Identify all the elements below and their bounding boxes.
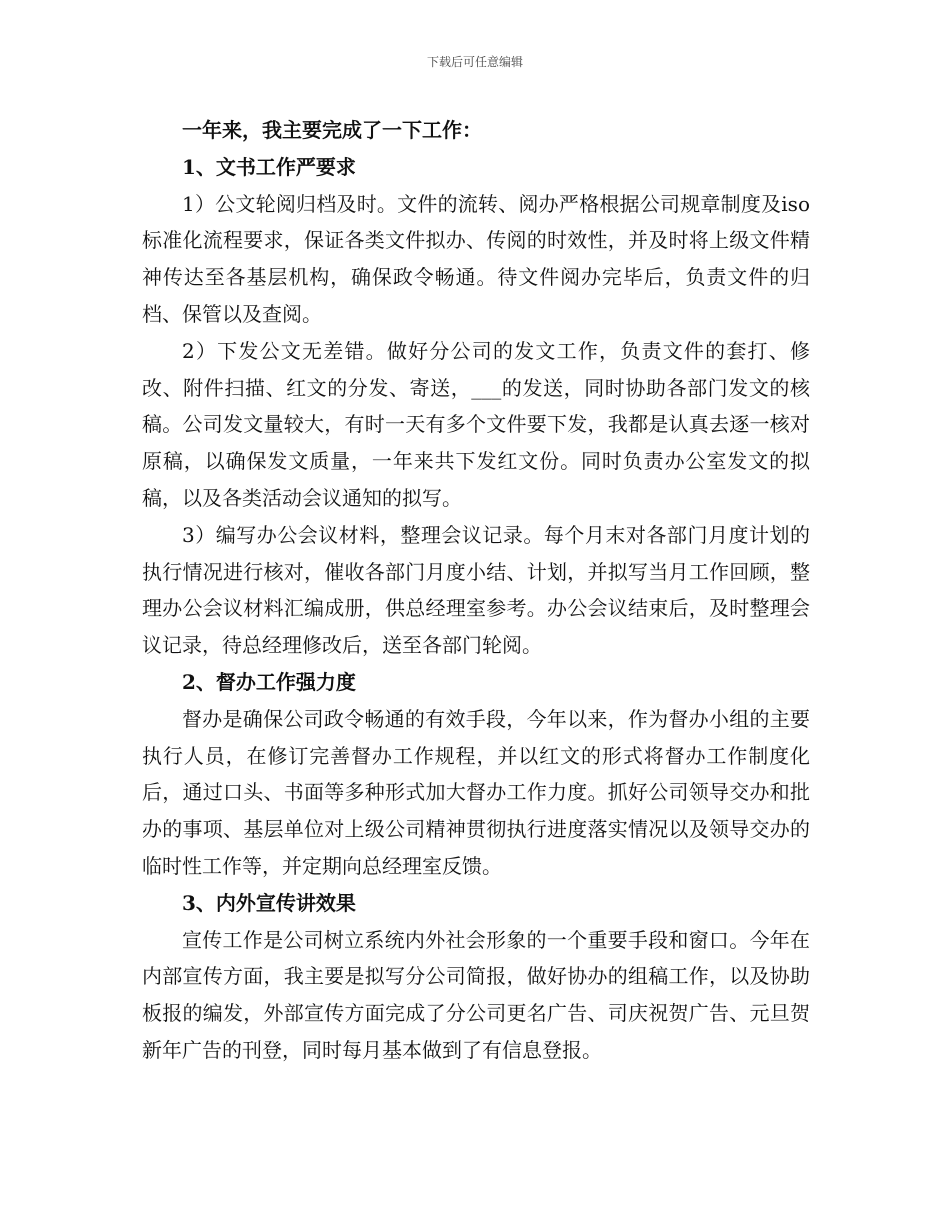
section-1-paragraph-2: 2）下发公文无差错。做好分公司的发文工作，负责文件的套打、修改、附件扫描、红文的分发、寄送，___的发送，同时协助各部门发文的核稿。公司发文量较大，有时一天有多个文件要下发，我都是认真去逐一核对原稿，以确保发文质量，一年来共下发红文份。同时负责办公室发文的拟稿，以及各类活动会议通知的拟写。 xyxy=(142,338,810,510)
section-2-paragraph-1: 督办是确保公司政令畅通的有效手段，今年以来，作为督办小组的主要执行人员，在修订完善督办工作规程，并以红文的形式将督办工作制度化后，通过口头、书面等多种形式加大督办工作力度。抓好公司领导交办和批办的事项、基层单位对上级公司精神贯彻执行进度落实情况以及领导交办的临时性工作等，并定期向总经理室反馈。 xyxy=(142,706,810,878)
intro-heading: 一年来，我主要完成了一下工作： xyxy=(182,118,482,142)
document-body xyxy=(142,112,810,1069)
page-header: 下载后可任意编辑 xyxy=(426,55,523,69)
section-1-heading: 1、文书工作严要求 xyxy=(182,154,356,179)
section-2-heading: 2、督办工作强力度 xyxy=(182,669,356,694)
section-3-heading: 3、内外宣传讲效果 xyxy=(182,890,356,915)
section-1-paragraph-1: 1）公文轮阅归档及时。文件的流转、阅办严格根据公司规章制度及iso标准化流程要求，保证各类文件拟办、传阅的时效性，并及时将上级文件精神传达至各基层机构，确保政令畅通。待文件阅办完毕后，负责文件的归档、保管以及查阅。 xyxy=(142,191,810,326)
section-1-paragraph-3: 3）编写办公会议材料，整理会议记录。每个月末对各部门月度计划的执行情况进行核对，催收各部门月度小结、计划，并拟写当月工作回顾，整理办公会议材料汇编成册，供总经理室参考。办公会议结束后，及时整理会议记录，待总经理修改后，送至各部门轮阅。 xyxy=(142,522,810,658)
section-3-paragraph-1: 宣传工作是公司树立系统内外社会形象的一个重要手段和窗口。今年在内部宣传方面，我主要是拟写分公司简报，做好协办的组稿工作，以及协助板报的编发，外部宣传方面完成了分公司更名广告、司庆祝贺广告、元旦贺新年广告的刊登，同时每月基本做到了有信息登报。 xyxy=(142,927,810,1062)
